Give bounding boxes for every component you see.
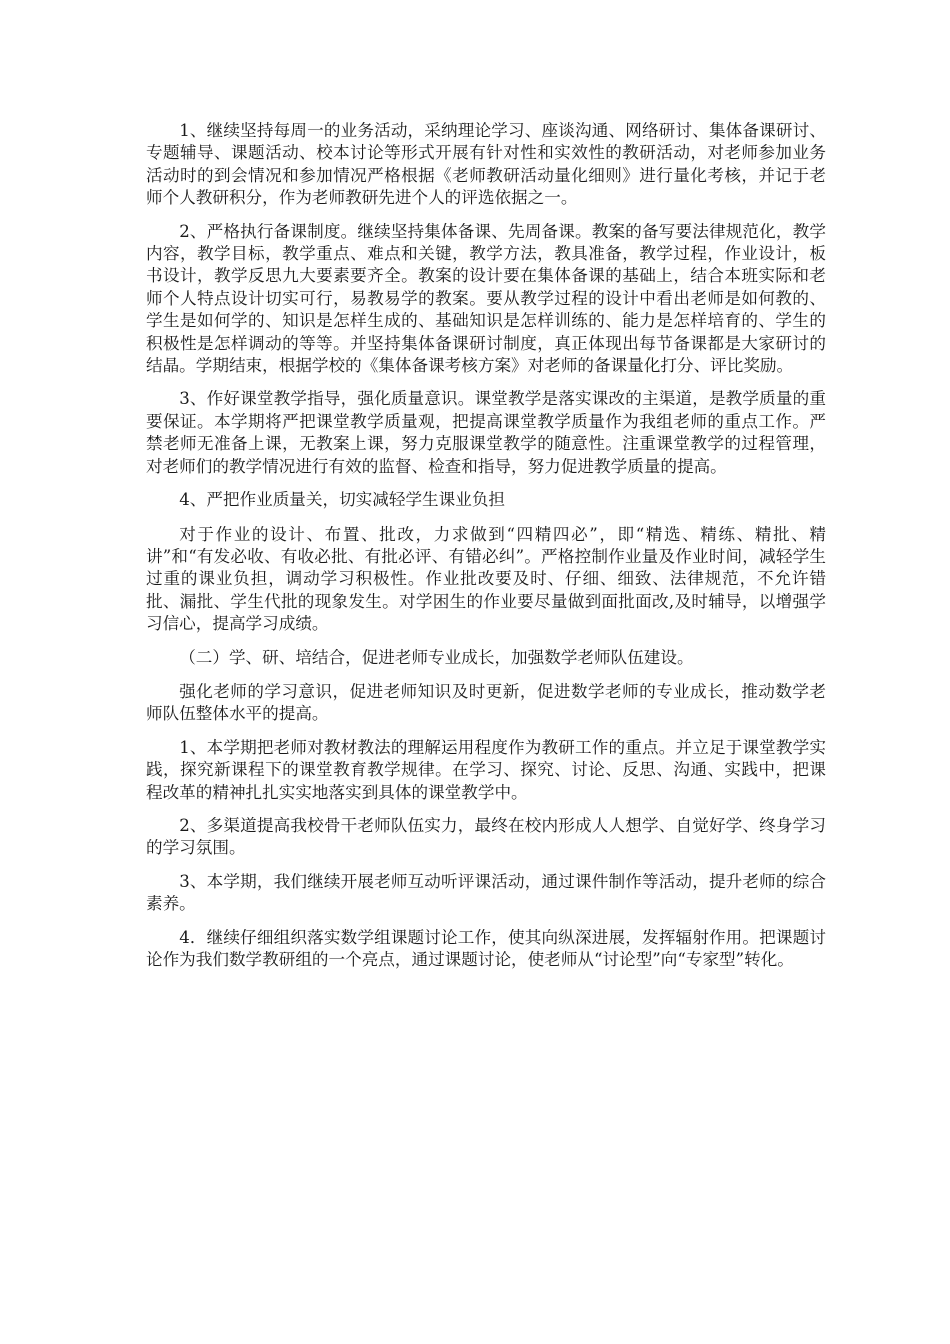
section-heading-2: （二）学、研、培结合，促进老师专业成长，加强数学老师队伍建设。 — [179, 647, 694, 667]
paragraph-7: 强化老师的学习意识，促进老师知识及时更新，促进数学老师的专业成长，推动数学老师队伍整体水平的提高。 — [146, 681, 826, 724]
paragraph-9: 2、多渠道提高我校骨干老师队伍实力，最终在校内形成人人想学、自觉好学、终身学习的学习氛围。 — [146, 815, 826, 858]
paragraph-8: 1、本学期把老师对教材教法的理解运用程度作为教研工作的重点。并立足于课堂教学实践，探究新课程下的课堂教育教学规律。在学习、探究、讨论、反思、沟通、实践中，把课程改革的精神扎扎实实地落实到具体的课堂教学中。 — [146, 737, 826, 802]
document-body — [146, 120, 826, 982]
paragraph-1: 1、继续坚持每周一的业务活动，采纳理论学习、座谈沟通、网络研讨、集体备课研讨、专题辅导、课题活动、校本讨论等形式开展有针对性和实效性的教研活动，对老师参加业务活动时的到会情况和参加情况严格根据《老师教研活动量化细则》进行量化考核，并记于老师个人教研积分，作为老师教研先进个人的评选依据之一。 — [146, 121, 826, 208]
paragraph-3: 3、作好课堂教学指导，强化质量意识。课堂教学是落实课改的主渠道，是教学质量的重要保证。本学期将严把课堂教学质量观，把提高课堂教学质量作为我组老师的重点工作。严禁老师无准备上课，无教案上课，努力克服课堂教学的随意性。注重课堂教学的过程管理，对老师们的教学情况进行有效的监督、检查和指导，努力促进教学质量的提高。 — [146, 389, 826, 476]
paragraph-2: 2、严格执行备课制度。继续坚持集体备课、先周备课。教案的备写要法律规范化，教学内容，教学目标，教学重点、难点和关键，教学方法，教具准备，教学过程，作业设计，板书设计，教学反思九大要素要齐全。教案的设计要在集体备课的基础上，结合本班实际和老师个人特点设计切实可行，易教易学的教案。要从教学过程的设计中看出老师是如何教的、学生是如何学的、知识是怎样生成的、基础知识是怎样训练的、能力是怎样培育的、学生的积极性是怎样调动的等等。并坚持集体备课研讨制度，真正体现出每节备课都是大家研讨的结晶。学期结束，根据学校的《集体备课考核方案》对老师的备课量化打分、评比奖励。 — [146, 221, 826, 376]
paragraph-4-heading: 4、严把作业质量关，切实减轻学生课业负担 — [179, 490, 506, 510]
paragraph-11: 4．继续仔细组织落实数学组课题讨论工作，使其向纵深进展，发挥辐射作用。把课题讨论作为我们数学教研组的一个亮点，通过课题讨论，使老师从“讨论型”向“专家型”转化。 — [146, 927, 826, 969]
paragraph-10: 3、本学期，我们继续开展老师互动听评课活动，通过课件制作等活动，提升老师的综合素养。 — [146, 871, 826, 914]
paragraph-5: 对于作业的设计、布置、批改，力求做到“四精四必”，即“精选、精练、精批、精讲”和“有发必收、有收必批、有批必评、有错必纠”。严格控制作业量及作业时间，减轻学生过重的课业负担，调动学习积极性。作业批改要及时、仔细、细致、法律规范，不允许错批、漏批、学生代批的现象发生。对学困生的作业要尽量做到面批面改,及时辅导，以增强学习信心，提高学习成绩。 — [146, 524, 826, 634]
